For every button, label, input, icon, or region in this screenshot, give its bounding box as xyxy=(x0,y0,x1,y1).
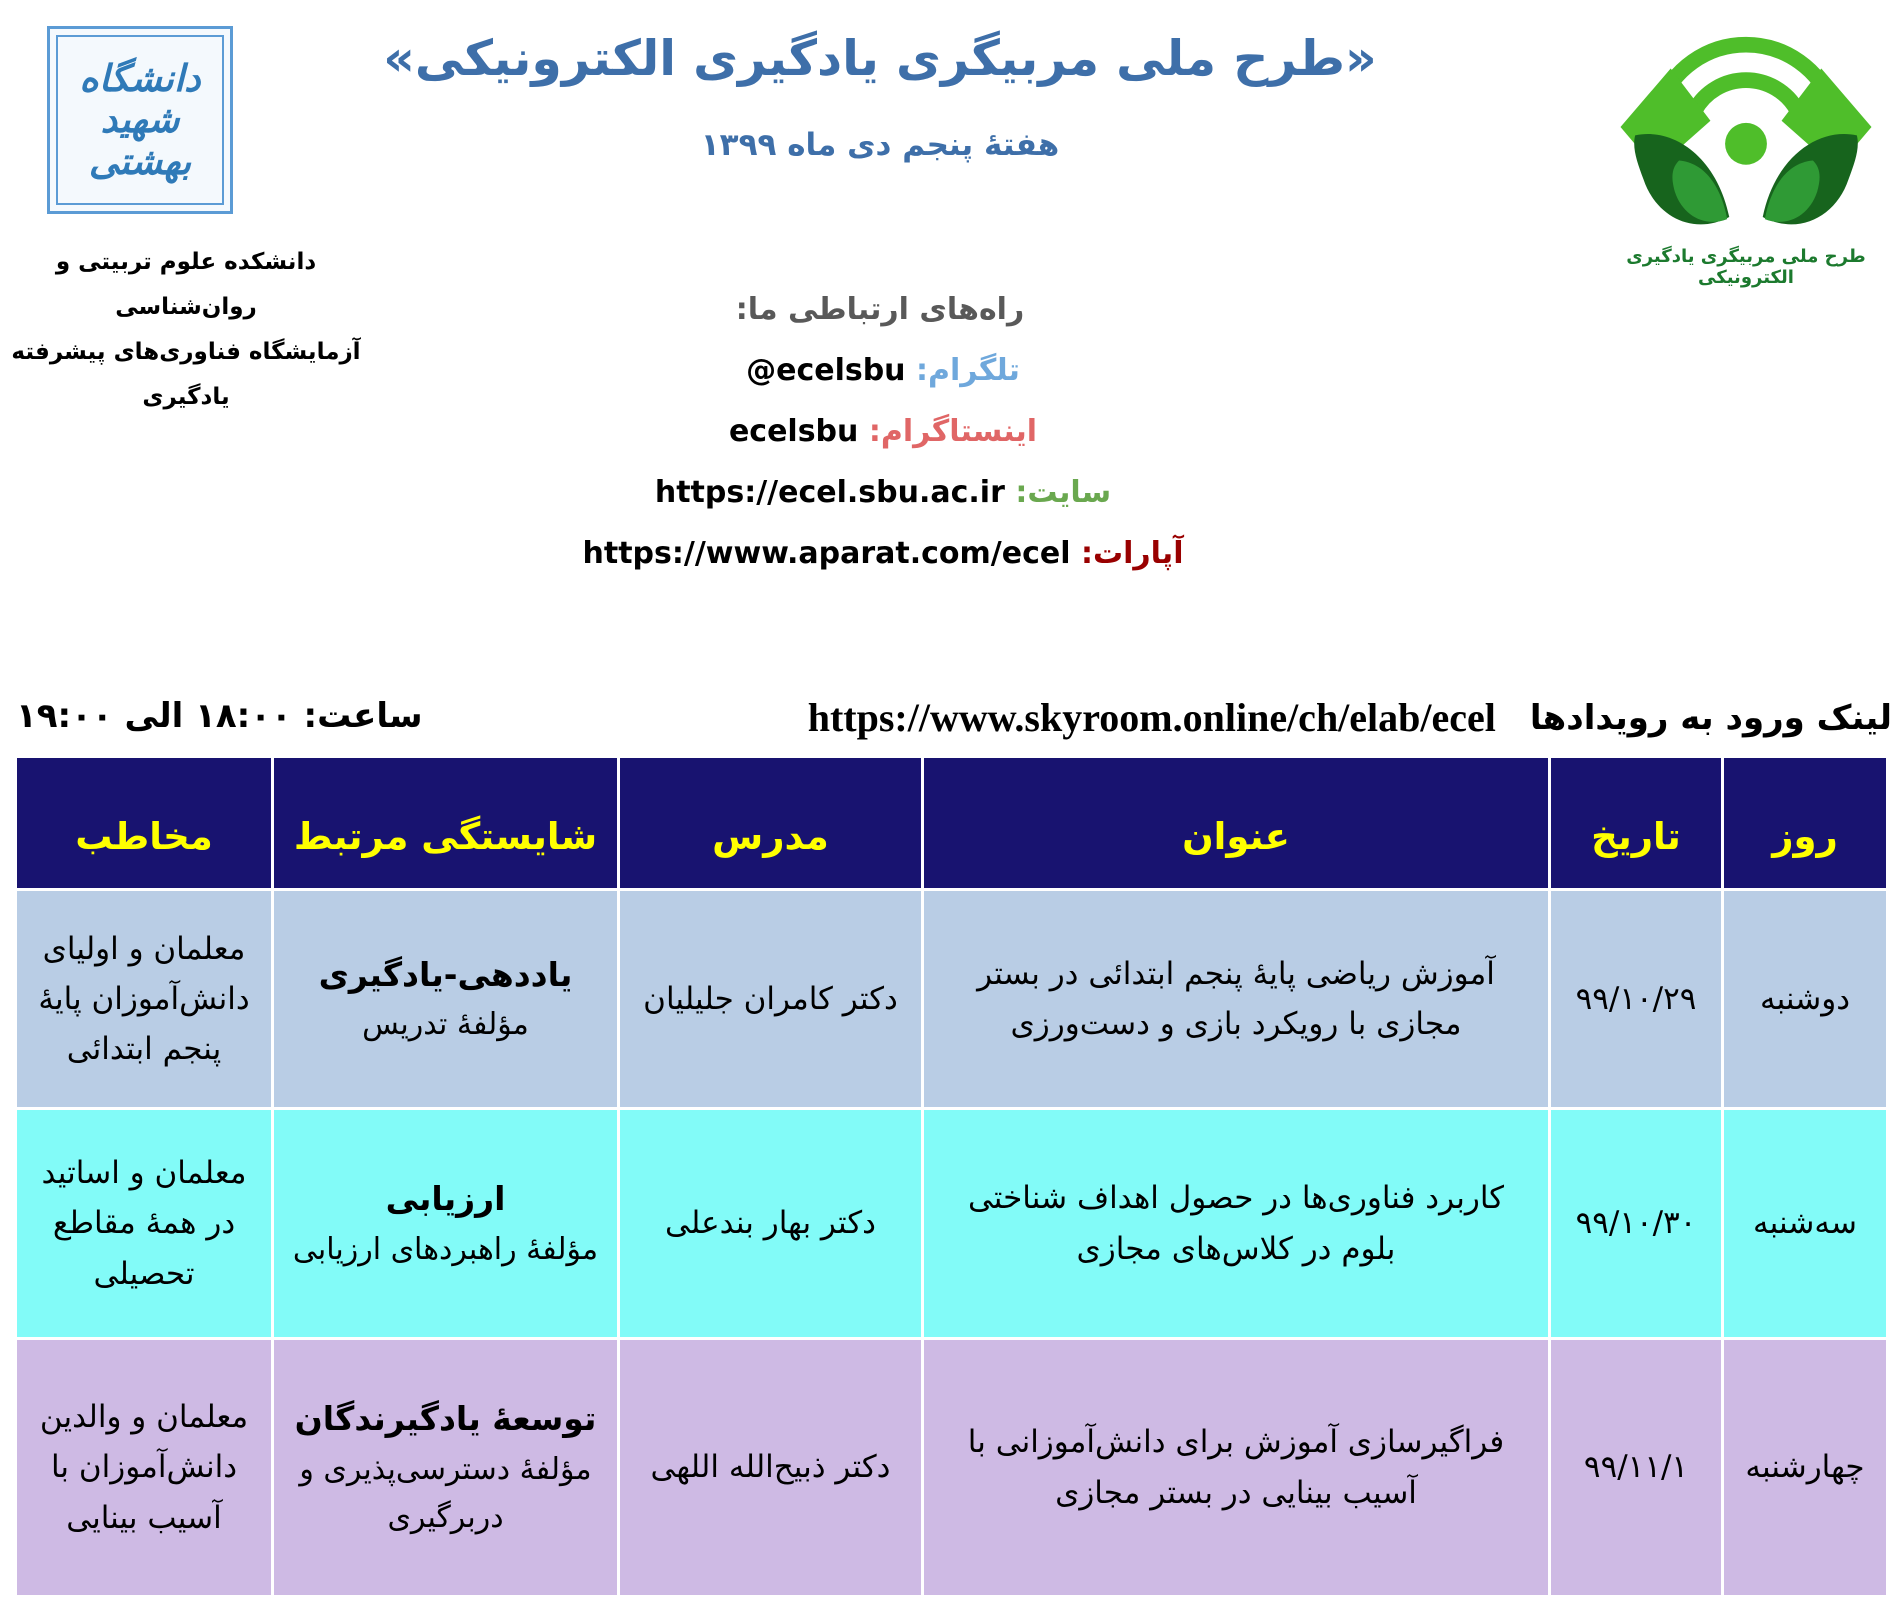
contact-heading: راه‌های ارتباطی ما: xyxy=(735,292,1025,327)
header-instructor: مدرس xyxy=(619,757,923,890)
faculty-name: دانشکده علوم تربیتی و روان‌شناسی xyxy=(55,249,317,320)
competency-note: مؤلفۀ تدریس xyxy=(362,1007,529,1043)
header-date: تاریخ xyxy=(1550,757,1723,890)
title-block xyxy=(380,30,1380,163)
table-header-row xyxy=(16,757,1888,890)
program-logo-caption: طرح ملی مربیگری یادگیری الکترونیکی xyxy=(1626,246,1866,288)
cell-title: کاربرد فناوری‌ها در حصول اهداف شناختی بلوم در کلاس‌های مجازی xyxy=(923,1109,1550,1339)
table-row xyxy=(16,1109,1888,1339)
sbu-logo-calligraphy xyxy=(56,35,224,205)
telegram-handle[interactable]: @ecelsbu xyxy=(746,353,906,388)
cell-instructor: دکتر ذبیح‌الله اللهی xyxy=(619,1339,923,1597)
page-title: «طرح ملی مربیگری یادگیری الکترونیکی» xyxy=(383,30,1377,87)
cell-day: سه‌شنبه xyxy=(1723,1109,1888,1339)
cell-audience: معلمان و والدین دانش‌آموزان با آسیب بینایی xyxy=(16,1339,273,1597)
contact-line-aparat xyxy=(450,536,1310,571)
schedule-table xyxy=(14,755,1889,1598)
cell-date: ۹۹/۱۰/۲۹ xyxy=(1550,890,1723,1109)
sbu-logo-word: شهید xyxy=(100,97,180,142)
session-time: ساعت: ۱۸:۰۰ الی ۱۹:۰۰ xyxy=(16,696,423,736)
program-logo-block xyxy=(1596,12,1896,288)
university-text-block xyxy=(0,240,372,419)
contact-line-instagram xyxy=(450,414,1310,449)
instagram-handle[interactable]: ecelsbu xyxy=(728,414,859,449)
competency-main: توسعۀ یادگیرندگان xyxy=(294,1399,597,1439)
sbu-logo-word: دانشگاه xyxy=(79,55,201,100)
competency-main: یاددهی-یادگیری xyxy=(318,954,573,994)
contact-block xyxy=(450,292,1310,571)
cell-audience: معلمان و اساتید در همۀ مقاطع تحصیلی xyxy=(16,1109,273,1339)
page-subtitle: هفتۀ پنجم دی ماه ۱۳۹۹ xyxy=(700,127,1060,163)
aparat-url[interactable]: https://www.aparat.com/ecel xyxy=(582,536,1071,571)
cell-competency xyxy=(273,890,619,1109)
instagram-label: اینستاگرام: xyxy=(868,414,1038,449)
cell-date: ۹۹/۱۱/۱ xyxy=(1550,1339,1723,1597)
cell-title: آموزش ریاضی پایۀ پنجم ابتدائی در بستر مجازی با رویکرد بازی و دست‌ورزی xyxy=(923,890,1550,1109)
contact-line-telegram xyxy=(450,353,1310,388)
hands-wifi-logo-icon xyxy=(1610,12,1882,240)
events-link-label: لینک ورود به رویدادها xyxy=(1529,697,1892,738)
events-link-url[interactable]: https://www.skyroom.online/ch/elab/ecel xyxy=(807,695,1496,740)
cell-day: چهارشنبه xyxy=(1723,1339,1888,1597)
cell-competency xyxy=(273,1339,619,1597)
header-title: عنوان xyxy=(923,757,1550,890)
aparat-label: آپارات: xyxy=(1080,536,1184,571)
cell-competency xyxy=(273,1109,619,1339)
cell-audience: معلمان و اولیای دانش‌آموزان پایۀ پنجم ابتدائی xyxy=(16,890,273,1109)
contact-line-site xyxy=(450,475,1310,510)
competency-main: ارزیابی xyxy=(385,1179,506,1219)
table-row xyxy=(16,1339,1888,1597)
site-url[interactable]: https://ecel.sbu.ac.ir xyxy=(654,475,1005,510)
header-audience: مخاطب xyxy=(16,757,273,890)
sbu-university-logo xyxy=(47,26,233,214)
competency-note: مؤلفۀ دسترسی‌پذیری و دربرگیری xyxy=(299,1451,592,1536)
cell-instructor: دکتر بهار بندعلی xyxy=(619,1109,923,1339)
cell-instructor: دکتر کامران جلیلیان xyxy=(619,890,923,1109)
table-row xyxy=(16,890,1888,1109)
telegram-label: تلگرام: xyxy=(916,353,1020,388)
cell-title: فراگیرسازی آموزش برای دانش‌آموزانی با آسیب بینایی در بستر مجازی xyxy=(923,1339,1550,1597)
sbu-logo-word: بهشتی xyxy=(88,138,192,183)
lab-name: آزمایشگاه فناوری‌های پیشرفته یادگیری xyxy=(11,338,361,410)
cell-date: ۹۹/۱۰/۳۰ xyxy=(1550,1109,1723,1339)
competency-note: مؤلفۀ راهبردهای ارزیابی xyxy=(292,1231,599,1267)
header-competency: شایستگی مرتبط xyxy=(273,757,619,890)
site-label: سایت: xyxy=(1015,475,1112,510)
events-link-row xyxy=(808,694,1892,741)
header-day: روز xyxy=(1723,757,1888,890)
cell-day: دوشنبه xyxy=(1723,890,1888,1109)
